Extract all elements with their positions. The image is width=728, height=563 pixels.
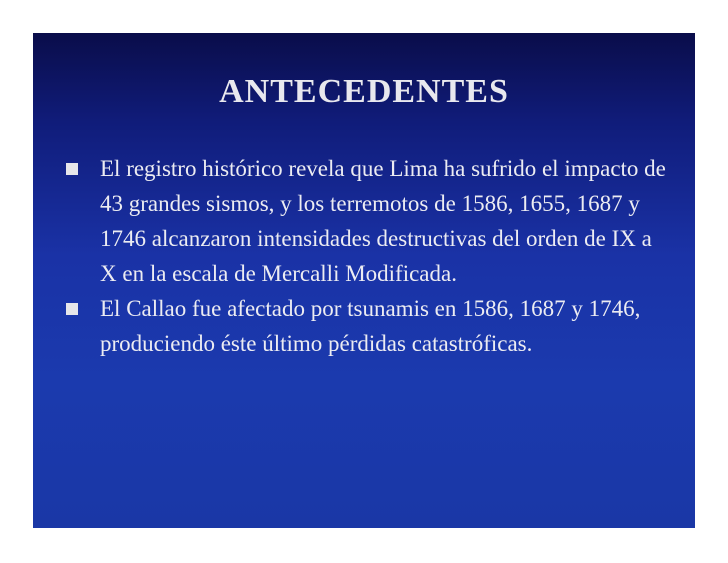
bullet-list bbox=[63, 151, 673, 361]
bullet-text: El registro histórico revela que Lima ha sufrido el impacto de 43 grandes sismos, y los terremotos de 1586, 1655, 1687 y 1746 alcanzaron intensidades destructivas del orden de IX a X en la escala de Mercalli Modificada. bbox=[100, 156, 666, 286]
bullet-item bbox=[63, 291, 673, 361]
square-bullet-icon bbox=[66, 303, 78, 315]
bullet-text: El Callao fue afectado por tsunamis en 1586, 1687 y 1746, produciendo éste último pérdidas catastróficas. bbox=[100, 296, 641, 356]
slide-title: ANTECEDENTES bbox=[219, 73, 509, 110]
slide bbox=[33, 33, 695, 528]
square-bullet-icon bbox=[66, 163, 78, 175]
bullet-item bbox=[63, 151, 673, 291]
